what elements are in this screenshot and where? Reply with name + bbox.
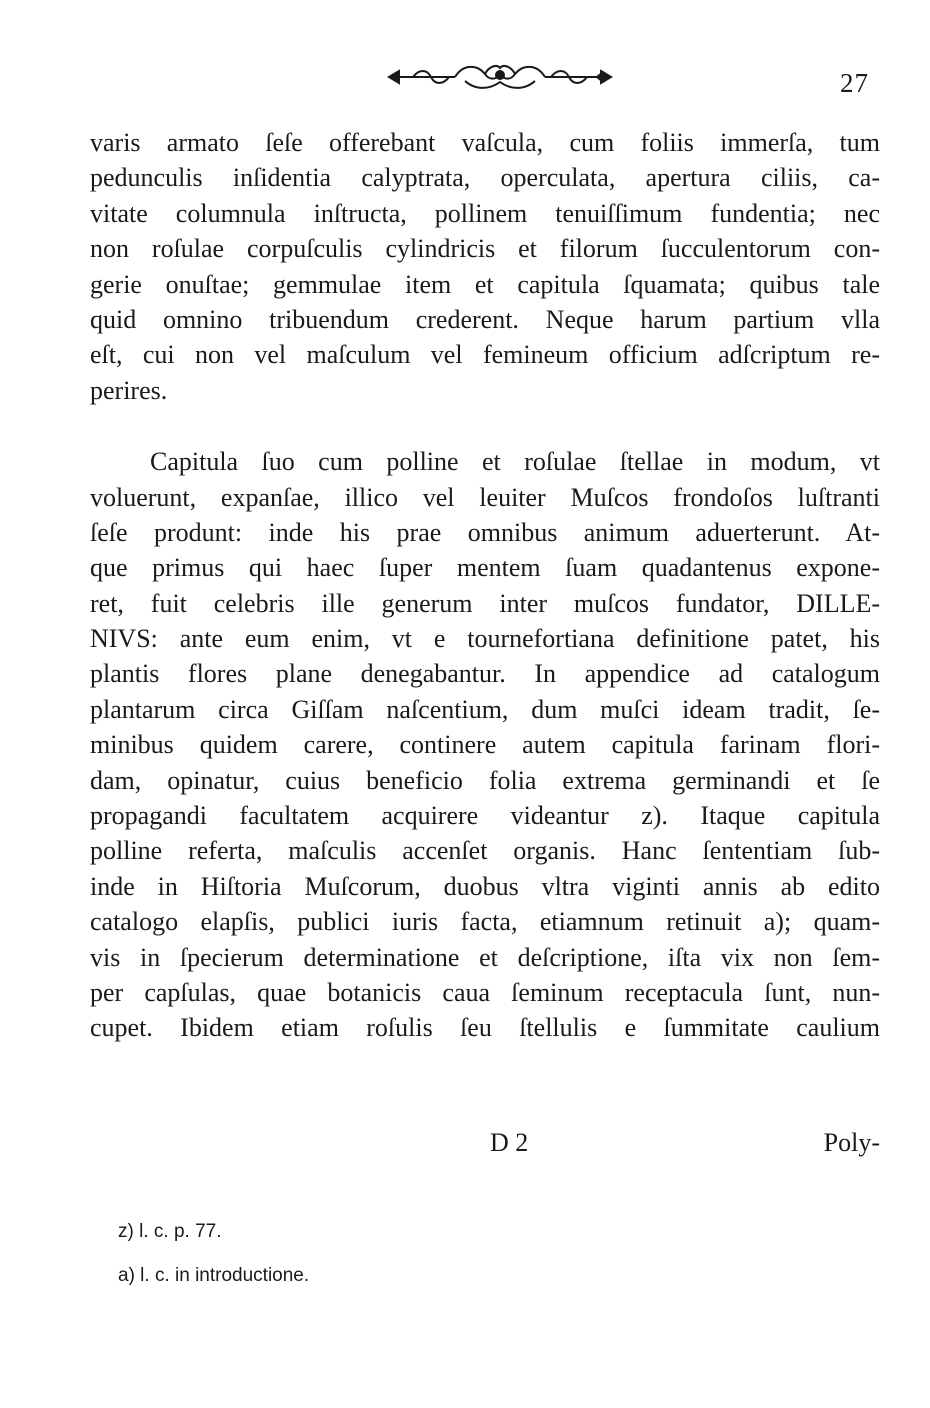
printers-ornament-icon [385,60,615,94]
footnotes [118,1210,718,1298]
direction-line [90,1128,880,1164]
page-number: 27 [840,68,869,98]
text-line: inde in Hiſtoria Muſcorum, duobus vltra viginti annis ab edito [90,871,880,901]
text-line: plantarum circa Giſſam naſcentium, dum muſci ideam tradit, ſe- [90,694,880,724]
text-line: vitate columnula inſtructa, pollinem tenuiſſimum fundentia; nec [90,198,880,228]
text-line: ret, fuit celebris ille generum inter muſcos fundator, DILLE- [90,588,880,618]
footnote: a) l. c. in introductione. [118,1265,310,1286]
text-line: catalogo elapſis, publici iuris facta, etiamnum retinuit a); quam- [90,907,880,937]
text-line: gerie onuſtae; gemmulae item et capitula ſquamata; quibus tale [90,269,880,299]
text-line: que primus qui haec ſuper mentem ſuam quadantenus expone- [90,553,880,583]
signature-mark: D 2 [490,1128,529,1157]
paragraph-gap [90,408,880,444]
text-line: ſeſe produnt: inde his prae omnibus animum aduerterunt. At- [90,517,880,547]
text-line: eſt, cui non vel maſculum vel femineum officium adſcriptum re- [90,340,880,370]
text-line: varis armato ſeſe offerebant vaſcula, cum foliis immerſa, tum [90,128,880,157]
body-text [90,125,880,1046]
paragraph [90,125,880,408]
paragraph [90,444,880,1046]
text-line: vis in ſpecierum determinatione et deſcriptione, iſta vix non ſem- [90,942,880,972]
text-line: voluerunt, expanſae, illico vel leuiter Muſcos frondoſos luſtranti [90,482,880,512]
text-line: per capſulas, quae botanicis caua ſeminum receptacula ſunt, nun- [90,977,880,1007]
text-line: Capitula ſuo cum polline et roſulae ſtellae in modum, vt [150,447,880,477]
text-line: propagandi facultatem acquirere videantur z). Itaque capitula [90,801,880,831]
text-line: dam, opinatur, cuius beneficio folia extrema germinandi et ſe [90,765,880,795]
text-line: pedunculis inſidentia calyptrata, operculata, apertura ciliis, ca- [90,163,880,193]
text-line: NIVS: ante eum enim, vt e tournefortiana definitione patet, his [90,624,880,654]
text-line: minibus quidem carere, continere autem capitula farinam flori- [90,730,880,760]
text-line: non roſulae corpuſculis cylindricis et filorum ſucculentorum con- [90,234,880,264]
catchword: Poly- [823,1128,880,1157]
text-line: plantis flores plane denegabantur. In appendice ad catalogum [90,659,880,689]
footnote: z) l. c. p. 77. [118,1221,222,1242]
text-line: perires. [90,375,168,405]
text-line: quid omnino tribuendum crederent. Neque harum partium vlla [90,304,880,334]
running-head [0,60,930,100]
text-line: cupet. Ibidem etiam roſulis ſeu ſtellulis e ſummitate caulium [90,1013,880,1043]
text-line: polline referta, maſculis accenſet organis. Hanc ſententiam ſub- [90,836,880,866]
